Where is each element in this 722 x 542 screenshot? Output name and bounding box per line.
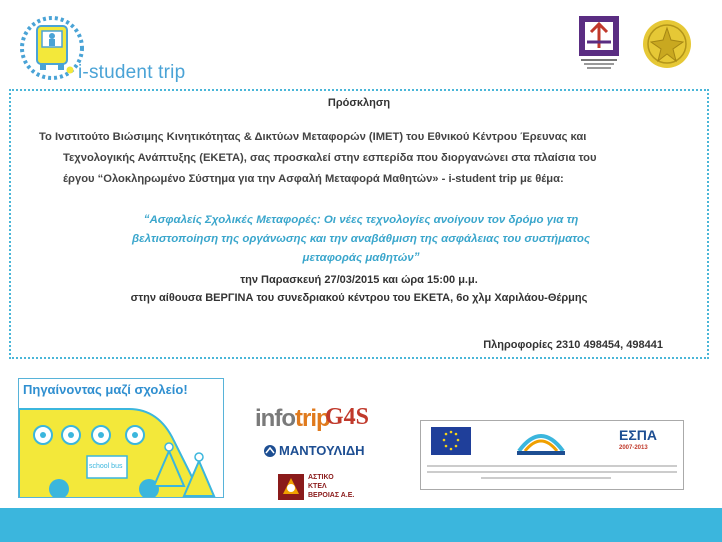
g4s-text: G4S [325, 404, 370, 430]
gold-seal-icon [641, 18, 693, 70]
invitation-box [9, 89, 709, 359]
seal-logo [641, 18, 693, 70]
subject-line-3: μεταφοράς μαθητών” [302, 252, 420, 264]
ktel-emblem-icon [278, 474, 304, 500]
event-datetime: την Παρασκευή 27/03/2015 και ώρα 15:00 μ.μ. [240, 274, 478, 286]
paragraph-line-1: Το Ινστιτούτο Βιώσιμης Κινητικότητας & Δικτύων Μεταφορών (ΙΜΕΤ) του Εθνικού Κέντρου Έρευνας και [39, 131, 587, 143]
school-bus-panel [18, 378, 224, 498]
paragraph-line-3: έργου “Ολοκληρωμένο Σύστημα για την Ασφαλή Μεταφορά Μαθητών» - i-student trip με θέμα: [63, 173, 564, 185]
bottom-accent-stripe [0, 508, 722, 542]
funding-caption-line-1 [427, 465, 677, 467]
mantoulidi-emblem-icon [263, 444, 277, 458]
mantoulidi-logo [263, 443, 373, 465]
mantoulidi-text: ΜΑΝΤΟΥΛΙΔΗ [279, 443, 365, 458]
eu-flag-icon [431, 427, 471, 455]
imet-emblem-icon [575, 14, 623, 72]
bus-slogan: Πηγαίνοντας μαζί σχολείο! [23, 382, 188, 397]
school-bus-icon [19, 401, 224, 498]
imet-logo [575, 14, 623, 72]
competitiveness-program-icon [513, 427, 569, 457]
funding-logos-panel [420, 420, 684, 490]
paragraph-line-2: Τεχνολογικής Ανάπτυξης (ΕΚΕΤΑ), σας προσκαλεί στην εσπερίδα που διοργανώνει στα πλαίσια του [63, 152, 597, 164]
subject-line-1: “Ασφαλείς Σχολικές Μεταφορές: Οι νέες τεχνολογίες ανοίγουν τον δρόμο για τη [143, 214, 579, 226]
g4s-logo [325, 404, 375, 432]
contact-info: Πληροφορίες 2310 498454, 498441 [483, 339, 663, 351]
ktel-line-3: ΒΕΡΟΙΑΣ Α.Ε. [308, 492, 355, 499]
brand-name: i-student trip [78, 62, 186, 83]
espa-logo [619, 427, 657, 451]
espa-years: 2007-2013 [619, 445, 648, 451]
funding-caption-line-2 [427, 471, 677, 473]
bus-label: school bus [89, 463, 123, 470]
infotrip-text-a: info [255, 405, 295, 432]
invitation-title: Πρόσκληση [327, 97, 391, 109]
infotrip-text-b: trip [294, 405, 330, 432]
invitation-paragraph [31, 127, 691, 190]
infotrip-logo [255, 405, 330, 433]
funding-caption-line-3 [481, 477, 611, 479]
ktel-line-2: ΚΤΕΛ [308, 483, 327, 490]
subject-line-2: βελτιστοποίηση της οργάνωσης και την αναβάθμιση της ασφάλειας του συστήματος [131, 233, 591, 245]
ktel-line-1: ΑΣΤΙΚΟ [308, 474, 334, 481]
event-venue: στην αίθουσα ΒΕΡΓΙΝΑ του συνεδριακού κέντρου του ΕΚΕΤΑ, 6ο χλμ Χαριλάου-Θέρμης [130, 292, 588, 304]
espa-text: ΕΣΠΑ [619, 427, 657, 443]
istudent-trip-logo [18, 12, 218, 84]
ktel-logo [278, 474, 378, 502]
invitation-subject [51, 211, 671, 268]
